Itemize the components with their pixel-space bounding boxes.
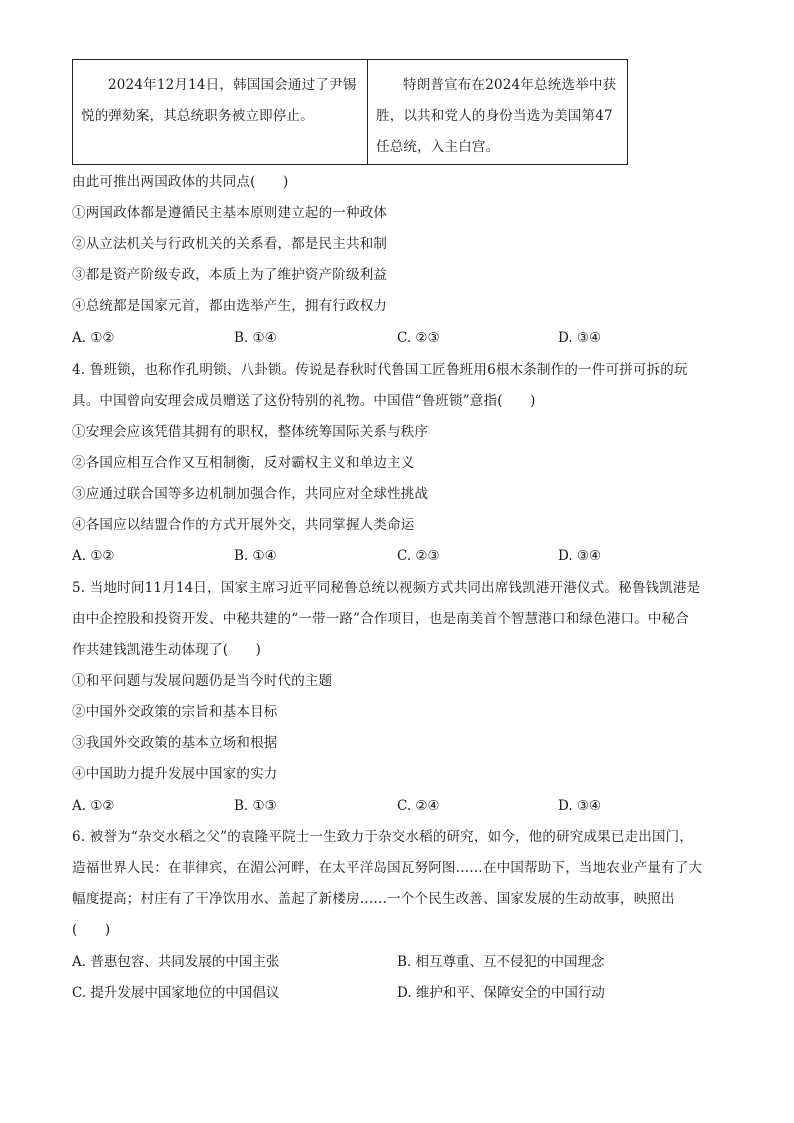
question-stem: 幅度提高；村庄有了干净饮用水、盖起了新楼房……一个个民生改善、国家发展的生动故事，映照出: [72, 891, 675, 907]
option-b[interactable]: B. 相互尊重、互不侵犯的中国理念: [397, 954, 605, 970]
answer-options: [72, 952, 732, 972]
answer-options: [72, 328, 732, 348]
question-stem: 5. 当地时间11月14日，国家主席习近平同秘鲁总统以视频方式共同出席钱凯港开港仪式。秘鲁钱凯港是: [72, 580, 701, 596]
option-c[interactable]: C. ②③: [397, 548, 440, 564]
option-c[interactable]: C. ②③: [397, 330, 440, 346]
statement-item: ②各国应相互合作又互相制衡，反对霸权主义和单边主义: [72, 455, 415, 471]
answer-options: [72, 983, 732, 1003]
option-c[interactable]: C. ②④: [397, 798, 440, 814]
statement-item: ③都是资产阶级专政，本质上为了维护资产阶级利益: [72, 267, 388, 283]
question-stem: 6. 被誉为“杂交水稻之父”的袁隆平院士一生致力于杂交水稻的研究，如今，他的研究成果已走出国门，: [72, 829, 694, 845]
statement-item: ③应通过联合国等多边机制加强合作，共同应对全球性挑战: [72, 486, 429, 502]
question-stem: 造福世界人民：在菲律宾，在湄公河畔，在太平洋岛国瓦努阿图……在中国帮助下，当地农业产量有了大: [72, 860, 703, 876]
option-a[interactable]: A. ①②: [72, 798, 115, 814]
question-stem: 4. 鲁班锁，也称作孔明锁、八卦锁。传说是春秋时代鲁国工匠鲁班用6根木条制作的一件可拼可拆的玩: [72, 362, 688, 378]
option-a[interactable]: A. ①②: [72, 548, 115, 564]
question-stem: 具。中国曾向安理会成员赠送了这份特别的礼物。中国借“鲁班锁”意指( ): [72, 393, 536, 409]
option-a[interactable]: A. 普惠包容、共同发展的中国主张: [72, 954, 280, 970]
option-a[interactable]: A. ①②: [72, 330, 115, 346]
table-cell-korea: [73, 60, 368, 165]
statement-item: ④总统都是国家元首，都由选举产生，拥有行政权力: [72, 298, 388, 314]
question-stem: ( ): [72, 922, 111, 938]
statement-item: ①和平问题与发展问题仍是当今时代的主题: [72, 673, 333, 689]
option-b[interactable]: B. ①④: [234, 548, 277, 564]
option-d[interactable]: D. ③④: [558, 548, 602, 564]
statement-item: ②从立法机关与行政机关的关系看，都是民主共和制: [72, 236, 388, 252]
info-table: [72, 59, 628, 165]
answer-options: [72, 546, 732, 566]
question-stem: 由中企控股和投资开发、中秘共建的“一带一路”合作项目，也是南美首个智慧港口和绿色港口。中秘合: [72, 611, 690, 627]
option-b[interactable]: B. ①④: [234, 330, 277, 346]
statement-item: ④中国助力提升发展中国家的实力: [72, 766, 278, 782]
statement-item: ①两国政体都是遵循民主基本原则建立起的一种政体: [72, 205, 388, 221]
statement-item: ④各国应以结盟合作的方式开展外交，共同掌握人类命运: [72, 517, 415, 533]
question-stem: 由此可推出两国政体的共同点( ): [72, 174, 289, 190]
option-d[interactable]: D. ③④: [558, 330, 602, 346]
table-cell-text: 2024年12月14日，韩国国会通过了尹锡悦的弹劾案，其总统职务被立即停止。: [81, 77, 357, 124]
option-c[interactable]: C. 提升发展中国家地位的中国倡议: [72, 985, 280, 1001]
table-cell-text: 特朗普宣布在2024年总统选举中获胜，以共和党人的身份当选为美国第47任总统，入主白宫。: [376, 77, 617, 155]
statement-item: ③我国外交政策的基本立场和根据: [72, 735, 278, 751]
answer-options: [72, 796, 732, 816]
statement-item: ②中国外交政策的宗旨和基本目标: [72, 704, 278, 720]
option-d[interactable]: D. ③④: [558, 798, 602, 814]
question-stem: 作共建钱凯港生动体现了( ): [72, 642, 262, 658]
option-d[interactable]: D. 维护和平、保障安全的中国行动: [397, 985, 605, 1001]
table-cell-us: [368, 60, 628, 165]
option-b[interactable]: B. ①③: [234, 798, 277, 814]
statement-item: ①安理会应该凭借其拥有的职权，整体统筹国际关系与秩序: [72, 424, 429, 440]
